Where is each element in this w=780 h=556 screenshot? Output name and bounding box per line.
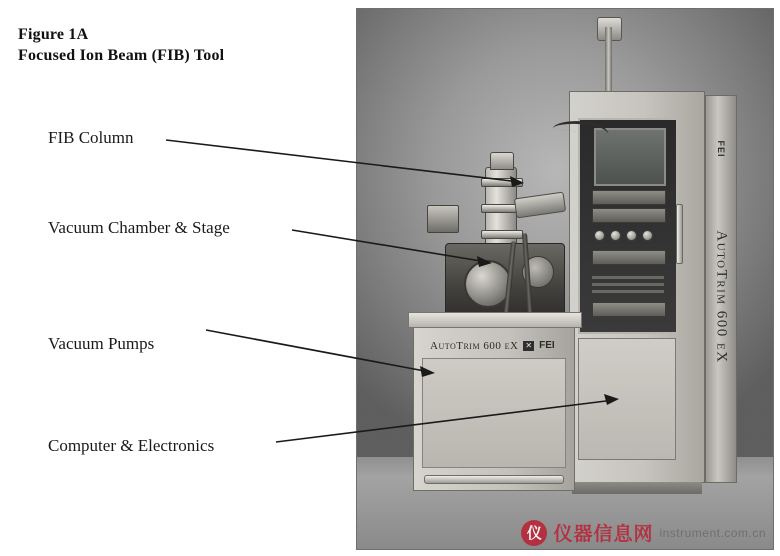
callout-label-vacuum-pumps: Vacuum Pumps: [48, 334, 155, 353]
fib-tool-photograph: [356, 8, 774, 550]
callout-label-vacuum-chamber-stage: Vacuum Chamber & Stage: [48, 218, 230, 237]
figure-caption-line-1: Figure 1A: [18, 26, 89, 43]
watermark-site-name: 仪器信息网: [553, 524, 654, 545]
cabinet-brand-text: AutoTrim 600 eX: [713, 230, 730, 364]
watermark-url: instrument.com.cn: [659, 525, 766, 540]
enclosure-access-door: [422, 358, 566, 468]
cabinet-corner-mark: FEI: [716, 140, 726, 158]
detector-module: [427, 205, 459, 233]
enclosure-work-surface: [408, 312, 582, 328]
site-watermark: [521, 519, 766, 546]
column-top-cap: [490, 152, 514, 170]
callout-label-computer-electronics: Computer & Electronics: [48, 436, 215, 455]
column-flange-ring: [481, 230, 523, 239]
console-display-screen: [594, 128, 666, 186]
overhead-service-line: [605, 27, 612, 95]
callout-label-fib-column: FIB Column: [48, 128, 134, 147]
pump-electronics-enclosure: [413, 323, 575, 491]
console-door-handle: [676, 204, 683, 264]
figure-caption-line-2: Focused Ion Beam (FIB) Tool: [18, 47, 225, 64]
console-vent-slot: [592, 283, 664, 286]
column-flange-ring: [481, 178, 523, 187]
console-knob-row: [594, 230, 662, 241]
console-panel-row-1: [592, 190, 666, 205]
console-lower-panel: [578, 338, 676, 460]
console-panel-row-3: [592, 250, 666, 265]
console-panel-row-2: [592, 208, 666, 223]
nameplate-maker-text: FEI: [539, 340, 555, 351]
enclosure-foot-rail: [424, 475, 564, 484]
console-base-plinth: [572, 482, 702, 494]
instrument-nameplate: [430, 338, 558, 353]
nameplate-model-text: AutoTrim 600 eX: [430, 339, 519, 352]
console-knob-icon: [610, 230, 621, 241]
console-vent-slot: [592, 276, 664, 279]
fib-ion-column: [485, 167, 517, 251]
console-panel-row-4: [592, 302, 666, 317]
console-vent-slot: [592, 290, 664, 293]
console-knob-icon: [626, 230, 637, 241]
control-console-cabinet: [569, 91, 705, 483]
console-knob-icon: [594, 230, 605, 241]
cabinet-branding-strip: [705, 95, 737, 483]
watermark-badge-icon: 仪: [521, 520, 547, 546]
console-knob-icon: [642, 230, 653, 241]
console-glass-door: [578, 118, 678, 334]
figure-caption: [18, 24, 224, 66]
fei-logo-icon: ✕: [525, 340, 533, 350]
